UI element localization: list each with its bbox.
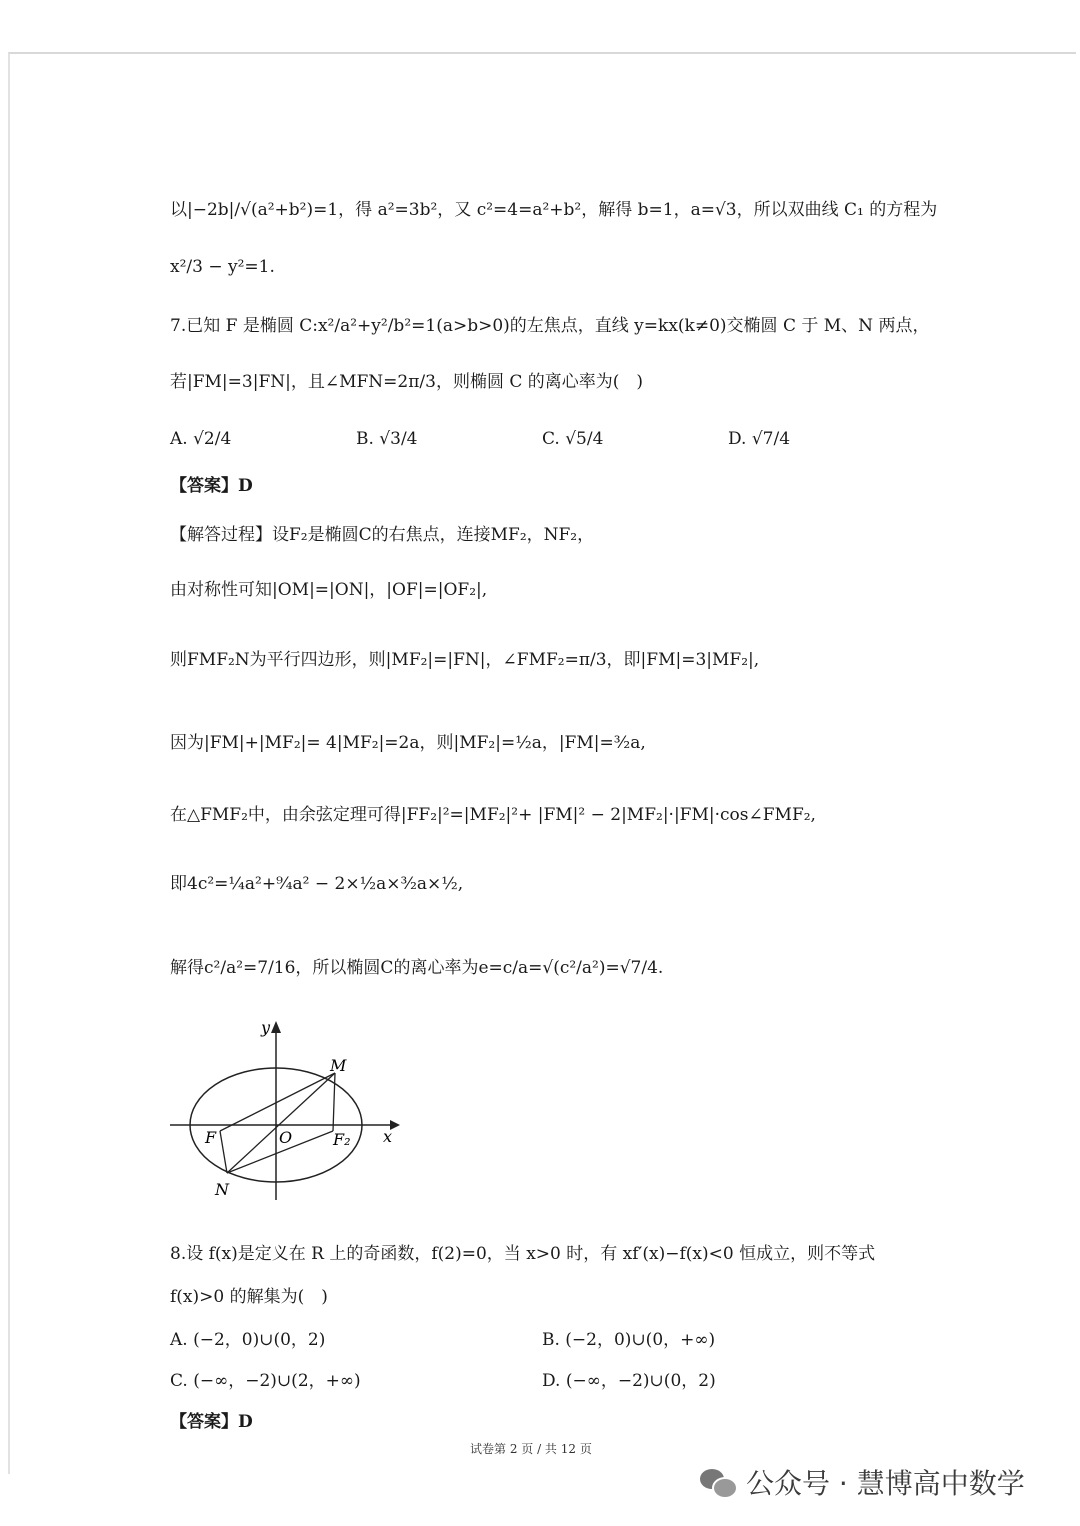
q7-choice-b: B. √3/4: [356, 429, 418, 449]
q7-choice-c: C. √5/4: [542, 429, 604, 449]
q7-choice-d: D. √7/4: [728, 429, 791, 449]
solution-line-4: 因为|FM|+|MF₂|= 4|MF₂|=2a，则|MF₂|=½a，|FM|=³⁄₂a,: [170, 733, 646, 753]
q8-answer: 【答案】D: [170, 1412, 253, 1432]
segment-fn: [220, 1131, 227, 1173]
solution-line-1: 【解答过程】设F₂是椭圆C的右焦点，连接MF₂，NF₂，: [170, 525, 595, 545]
point-f-label: F: [205, 1128, 217, 1147]
watermark-text: 公众号 · 慧博高中数学: [746, 1467, 1025, 1500]
wechat-icon: [700, 1467, 736, 1497]
question-8-stem: 8.设 f(x)是定义在 R 上的奇函数，f(2)=0，当 x>0 时，有 xf′(x)−f(x)<0 恒成立，则不等式: [170, 1244, 876, 1264]
segment-fm: [220, 1073, 335, 1131]
origin-label: O: [279, 1128, 293, 1147]
solution-line-6: 即4c²=¼a²+⁹⁄₄a² − 2×½a×³⁄₂a×½,: [170, 874, 464, 894]
q8-choice-b: B. (−2，0)∪(0，+∞): [542, 1330, 716, 1350]
q8-choice-c: C. (−∞，−2)∪(2，+∞): [170, 1371, 361, 1391]
solution-line-5: 在△FMF₂中，由余弦定理可得|FF₂|²=|MF₂|²+ |FM|² − 2|MF₂|·|FM|·cos∠FMF₂,: [170, 805, 816, 825]
text-line-2: x²/3 − y²=1.: [170, 257, 275, 277]
point-f2-label: F₂: [333, 1130, 351, 1149]
segment-mn: [227, 1073, 335, 1173]
solution-line-2: 由对称性可知|OM|=|ON|，|OF|=|OF₂|,: [170, 580, 488, 600]
q7-answer: 【答案】D: [170, 476, 253, 496]
question-7-stem: 7.已知 F 是椭圆 C:x²/a²+y²/b²=1(a>b>0)的左焦点，直线 y=kx(k≠0)交椭圆 C 于 M、N 两点，: [170, 316, 930, 336]
watermark: [700, 1462, 1025, 1502]
solution-line-3: 则FMF₂N为平行四边形，则|MF₂|=|FN|，∠FMF₂=π/3，即|FM|=3|MF₂|,: [170, 650, 760, 670]
ellipse-figure: [165, 1015, 405, 1205]
point-n-label: N: [215, 1180, 229, 1199]
question-8-ask: f(x)>0 的解集为( ): [170, 1287, 328, 1307]
x-axis-label: x: [383, 1127, 393, 1146]
y-axis-label: y: [261, 1018, 271, 1037]
q8-choice-a: A. (−2，0)∪(0，2): [170, 1330, 326, 1350]
page-footer: 试卷第 2 页 / 共 12 页: [470, 1442, 592, 1456]
q8-choice-d: D. (−∞，−2)∪(0，2): [542, 1371, 716, 1391]
solution-line-7: 解得c²/a²=7/16，所以椭圆C的离心率为e=c/a=√(c²/a²)=√7/4.: [170, 958, 664, 978]
point-m-label: M: [330, 1056, 347, 1075]
text-line-1: 以|−2b|/√(a²+b²)=1，得 a²=3b²，又 c²=4=a²+b²，解得 b=1，a=√3，所以双曲线 C₁ 的方程为: [170, 200, 938, 220]
question-7-condition: 若|FM|=3|FN|，且∠MFN=2π/3，则椭圆 C 的离心率为( ): [170, 372, 644, 392]
q7-choice-a: A. √2/4: [170, 429, 232, 449]
y-axis-arrow: [271, 1021, 281, 1033]
